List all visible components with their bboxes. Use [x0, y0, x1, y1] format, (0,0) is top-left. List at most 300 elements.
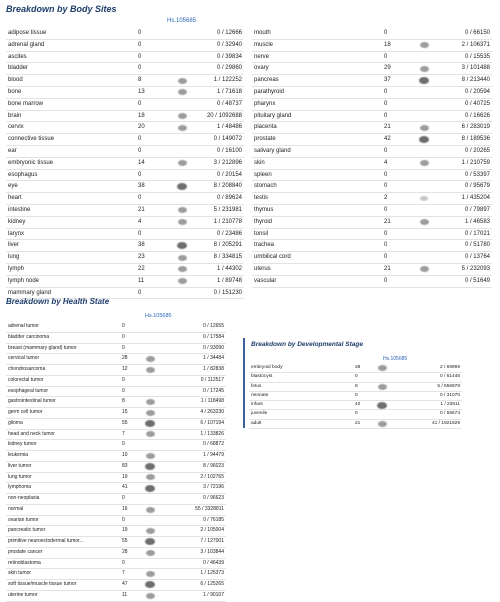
- row-tpm: 21: [355, 420, 361, 426]
- row-tpm: 0: [384, 112, 388, 119]
- row-count: 0 / 95679: [464, 183, 490, 190]
- table-row: [252, 193, 492, 205]
- row-tpm: 19: [122, 527, 128, 534]
- table-row: [252, 63, 492, 75]
- row-label: spleen: [254, 171, 272, 178]
- row-label: lymphoma: [8, 484, 32, 491]
- row-tpm: 0: [138, 147, 142, 154]
- dev-stage-accent-bar: [243, 338, 245, 428]
- row-count: 0 / 96623: [203, 495, 224, 501]
- row-count: 0 / 40725: [464, 100, 490, 107]
- row-count: 6 / 107194: [200, 419, 224, 426]
- table-row: [6, 111, 244, 123]
- row-tpm: 0: [384, 183, 388, 190]
- row-label: chondrosarcoma: [8, 366, 46, 372]
- table-row: [6, 333, 226, 344]
- row-count: 0 / 55674: [439, 411, 460, 417]
- row-tpm: 0: [384, 254, 388, 261]
- row-count: 1 / 210759: [461, 159, 490, 166]
- row-tpm: 0: [122, 516, 125, 523]
- row-tpm: 55: [122, 419, 128, 426]
- expression-dot: [177, 242, 187, 249]
- expression-dot: [178, 125, 187, 131]
- expression-dot: [378, 365, 387, 371]
- row-label: prostate cancer: [8, 548, 43, 555]
- row-count: 55 / 3328811: [195, 505, 224, 512]
- table-row: [6, 264, 244, 276]
- row-label: juvenile: [251, 411, 268, 417]
- row-label: lung: [8, 254, 20, 261]
- dev-stage-table: [249, 364, 462, 429]
- row-count: 0 / 112517: [200, 376, 224, 383]
- body-sites-gene-link[interactable]: Hs.105685: [167, 18, 197, 24]
- row-count: 8 / 96023: [203, 462, 224, 469]
- table-row: [249, 383, 462, 392]
- table-row: [252, 229, 492, 241]
- table-row: [6, 170, 244, 182]
- row-count: 0 / 149072: [213, 136, 242, 143]
- health-state-title: Breakdown by Health State: [6, 297, 110, 306]
- table-row: [6, 387, 226, 398]
- table-row: [252, 40, 492, 52]
- row-count: 1 / 44302: [216, 265, 242, 272]
- row-label: blood: [8, 77, 23, 84]
- row-label: embryoid body: [251, 365, 283, 370]
- row-tpm: 29: [384, 65, 391, 72]
- row-tpm: 16: [122, 505, 128, 512]
- row-label: esophageal tumor: [8, 387, 49, 394]
- row-tpm: 0: [138, 30, 142, 36]
- table-row: [252, 240, 492, 252]
- row-tpm: 0: [122, 441, 125, 448]
- row-count: 5 / 231981: [213, 206, 242, 213]
- table-row: [249, 420, 462, 429]
- row-label: head and neck tumor: [8, 430, 55, 437]
- row-count: 6 / 125265: [200, 581, 224, 587]
- expression-dot: [146, 550, 155, 556]
- expression-dot: [145, 463, 155, 470]
- row-label: adult: [251, 420, 262, 426]
- table-row: [252, 134, 492, 146]
- expression-dot: [420, 219, 429, 225]
- row-label: connective tissue: [8, 136, 55, 143]
- row-tpm: 8: [138, 77, 142, 84]
- expression-dot: [378, 421, 387, 427]
- table-row: [252, 122, 492, 134]
- row-label: liver: [8, 242, 20, 249]
- row-count: 2 / 105004: [200, 527, 224, 534]
- row-tpm: 10: [122, 452, 128, 458]
- row-label: soft tissue/muscle tissue tumor: [8, 581, 77, 587]
- row-tpm: 2: [384, 195, 388, 202]
- row-label: adipose tissue: [8, 30, 47, 36]
- row-label: umbilical cord: [254, 254, 291, 261]
- row-tpm: 0: [122, 323, 125, 329]
- expression-dot: [420, 66, 429, 72]
- row-label: fetus: [251, 383, 262, 389]
- row-count: 0 / 13764: [464, 254, 490, 261]
- row-tpm: 28: [122, 548, 128, 555]
- table-row: [252, 52, 492, 64]
- row-tpm: 0: [138, 136, 142, 143]
- table-row: [252, 170, 492, 182]
- row-label: ascites: [8, 53, 27, 60]
- table-row: [6, 40, 244, 52]
- row-tpm: 47: [122, 581, 128, 587]
- table-row: [6, 376, 226, 387]
- row-label: eye: [8, 183, 18, 190]
- table-row: [249, 392, 462, 401]
- row-label: cervical tumor: [8, 355, 40, 362]
- table-row: [6, 397, 226, 408]
- row-count: 0 / 51649: [464, 277, 490, 284]
- row-tpm: 0: [138, 65, 142, 72]
- row-label: muscle: [254, 41, 274, 48]
- row-count: 1 / 34484: [203, 355, 224, 362]
- health-state-gene-link[interactable]: Hs.105685: [145, 313, 172, 319]
- dev-stage-title: Breakdown by Developmental Stage: [251, 341, 363, 348]
- expression-dot: [146, 431, 155, 437]
- row-count: 0 / 68872: [203, 441, 224, 448]
- table-row: [6, 52, 244, 64]
- expression-dot: [145, 485, 155, 492]
- row-tpm: 0: [138, 171, 142, 178]
- expression-dot: [420, 266, 429, 272]
- table-row: [6, 548, 226, 559]
- row-tpm: 37: [384, 77, 391, 84]
- row-count: 1 / 210778: [213, 218, 242, 225]
- row-tpm: 23: [138, 254, 145, 261]
- table-row: [6, 580, 226, 591]
- row-tpm: 15: [122, 409, 128, 415]
- row-count: 0 / 29860: [216, 65, 242, 72]
- expression-dot: [420, 125, 429, 131]
- expression-dot: [178, 219, 187, 225]
- row-count: 0 / 17021: [464, 230, 490, 237]
- row-count: 1 / 90107: [203, 591, 224, 598]
- table-row: [6, 569, 226, 580]
- row-count: 8 / 208840: [213, 183, 242, 190]
- table-row: [252, 217, 492, 229]
- table-row: [252, 264, 492, 276]
- row-tpm: 0: [122, 333, 125, 340]
- expression-dot: [377, 402, 387, 409]
- row-count: 3 / 101488: [461, 65, 490, 72]
- expression-dot: [145, 420, 155, 427]
- table-row: [6, 483, 226, 494]
- row-tpm: 28: [122, 355, 128, 362]
- table-row: [6, 181, 244, 193]
- row-count: 0 / 93090: [203, 344, 224, 351]
- row-tpm: 11: [122, 591, 128, 598]
- table-row: [252, 276, 492, 288]
- table-row: [6, 158, 244, 170]
- table-row: [252, 181, 492, 193]
- row-label: lymph: [8, 265, 25, 272]
- body-sites-left-table: [6, 28, 244, 299]
- table-row: [6, 63, 244, 75]
- row-tpm: 0: [384, 147, 388, 154]
- table-row: [252, 75, 492, 87]
- table-row: [6, 591, 226, 602]
- row-count: 7 / 127001: [200, 538, 224, 544]
- row-count: 0 / 17245: [203, 387, 224, 394]
- table-row: [6, 408, 226, 419]
- row-label: pharynx: [254, 100, 276, 107]
- row-label: skin: [254, 159, 265, 166]
- row-tpm: 0: [122, 344, 125, 351]
- row-label: trachea: [254, 242, 275, 249]
- row-count: 0 / 16626: [464, 112, 490, 119]
- row-tpm: 18: [384, 41, 391, 48]
- row-label: leukemia: [8, 452, 29, 458]
- row-count: 6 / 283019: [461, 124, 490, 131]
- row-tpm: 22: [138, 265, 145, 272]
- row-label: retinoblastoma: [8, 559, 41, 566]
- row-label: blastocyst: [251, 374, 273, 380]
- expression-dot: [178, 89, 187, 95]
- row-count: 0 / 151230: [213, 289, 242, 296]
- row-count: 1 / 125373: [200, 570, 224, 577]
- table-row: [6, 419, 226, 430]
- row-count: 0 / 53397: [464, 171, 490, 178]
- table-row: [6, 87, 244, 99]
- table-row: [6, 193, 244, 205]
- row-label: infant: [251, 402, 263, 408]
- row-label: placenta: [254, 124, 277, 131]
- expression-dot: [146, 410, 155, 416]
- table-row: [6, 75, 244, 87]
- row-label: larynx: [8, 230, 25, 237]
- row-label: lung tumor: [8, 473, 32, 480]
- row-tpm: 0: [384, 206, 388, 213]
- expression-dot: [178, 207, 187, 213]
- table-row: [6, 146, 244, 158]
- expression-dot: [178, 113, 187, 119]
- table-row: [249, 364, 462, 373]
- row-tpm: 21: [384, 124, 391, 131]
- row-label: colorectal tumor: [8, 376, 44, 383]
- row-tpm: 0: [384, 30, 388, 36]
- row-label: kidney: [8, 218, 26, 225]
- row-tpm: 0: [384, 230, 388, 237]
- row-tpm: 0: [138, 100, 142, 107]
- table-row: [6, 365, 226, 376]
- row-label: brain: [8, 112, 22, 119]
- table-row: [249, 410, 462, 419]
- row-count: 8 / 205291: [213, 242, 242, 249]
- row-tpm: 13: [138, 88, 145, 95]
- row-tpm: 41: [122, 484, 128, 491]
- row-tpm: 55: [122, 538, 128, 544]
- table-row: [6, 430, 226, 441]
- row-tpm: 0: [138, 230, 142, 237]
- row-tpm: 0: [355, 374, 358, 380]
- table-row: [6, 276, 244, 288]
- row-label: normal: [8, 505, 24, 512]
- row-label: ovarian tumor: [8, 516, 39, 523]
- row-tpm: 8: [355, 383, 358, 389]
- row-tpm: 28: [355, 365, 361, 370]
- row-tpm: 0: [122, 559, 125, 566]
- row-label: heart: [8, 195, 22, 202]
- row-tpm: 0: [384, 53, 388, 60]
- row-count: 1 / 133826: [200, 430, 224, 437]
- row-label: uterine tumor: [8, 591, 38, 598]
- row-count: 8 / 189536: [461, 136, 490, 143]
- table-row: [6, 99, 244, 111]
- expression-dot: [177, 183, 187, 190]
- row-label: bladder: [8, 65, 29, 72]
- row-tpm: 14: [138, 159, 145, 166]
- row-label: bone marrow: [8, 100, 44, 107]
- row-count: 1 / 122252: [213, 77, 242, 84]
- expression-dot: [420, 196, 428, 201]
- table-row: [6, 559, 226, 570]
- expression-dot: [146, 571, 155, 577]
- row-label: thymus: [254, 206, 274, 213]
- table-row: [252, 28, 492, 40]
- table-row: [6, 252, 244, 264]
- table-row: [6, 354, 226, 365]
- row-label: embryonic tissue: [8, 159, 54, 166]
- row-label: bone: [8, 88, 22, 95]
- table-row: [252, 99, 492, 111]
- health-state-table: [6, 322, 226, 602]
- table-row: [6, 473, 226, 484]
- table-row: [6, 240, 244, 252]
- table-row: [6, 229, 244, 241]
- expression-dot: [420, 160, 429, 166]
- table-row: [6, 516, 226, 527]
- expression-dot: [419, 77, 429, 84]
- dev-stage-gene-link[interactable]: Hs.105685: [383, 356, 408, 362]
- row-label: pancreas: [254, 77, 279, 84]
- row-count: 1 / 94479: [203, 452, 224, 458]
- row-tpm: 11: [138, 277, 145, 284]
- row-count: 41 / 1921629: [431, 420, 460, 426]
- table-row: [6, 494, 226, 505]
- row-count: 0 / 51780: [464, 242, 490, 249]
- row-tpm: 42: [384, 136, 391, 143]
- row-label: ovary: [254, 65, 269, 72]
- row-tpm: 8: [122, 398, 125, 405]
- row-tpm: 0: [138, 41, 142, 48]
- row-tpm: 20: [138, 124, 145, 131]
- row-tpm: 0: [384, 88, 388, 95]
- row-label: pituitary gland: [254, 112, 292, 119]
- row-label: kidney tumor: [8, 441, 37, 448]
- row-tpm: 21: [384, 218, 391, 225]
- row-label: germ cell tumor: [8, 409, 43, 415]
- table-row: [252, 205, 492, 217]
- table-row: [249, 401, 462, 410]
- row-count: 0 / 48737: [216, 100, 242, 107]
- row-tpm: 0: [355, 392, 358, 398]
- table-row: [252, 252, 492, 264]
- row-count: 3 / 212896: [213, 159, 242, 166]
- row-count: 20 / 1092688: [206, 112, 242, 119]
- row-label: primitive neuroectodermal tumor...: [8, 538, 84, 544]
- row-label: adrenal gland: [8, 41, 45, 48]
- row-label: tonsil: [254, 230, 269, 237]
- row-tpm: 0: [384, 100, 388, 107]
- row-count: 8 / 213440: [461, 77, 490, 84]
- table-row: [6, 134, 244, 146]
- row-count: 1 / 46583: [464, 218, 490, 225]
- expression-dot: [178, 255, 187, 261]
- row-count: 0 / 12666: [216, 30, 242, 36]
- row-tpm: 21: [384, 265, 391, 272]
- table-row: [6, 440, 226, 451]
- row-label: lymph node: [8, 277, 40, 284]
- row-count: 2 / 69969: [439, 365, 460, 370]
- row-tpm: 0: [384, 277, 388, 284]
- table-row: [252, 146, 492, 158]
- expression-dot: [146, 528, 155, 534]
- row-count: 1 / 118498: [200, 398, 224, 405]
- expression-dot: [378, 384, 387, 390]
- row-label: esophagus: [8, 171, 38, 178]
- row-tpm: 0: [138, 53, 142, 60]
- table-row: [6, 526, 226, 537]
- row-tpm: 0: [138, 289, 142, 296]
- row-label: pancreatic tumor: [8, 527, 46, 534]
- expression-dot: [146, 593, 155, 599]
- row-count: 1 / 48486: [216, 124, 242, 131]
- expression-dot: [146, 367, 155, 373]
- row-count: 0 / 12655: [203, 323, 224, 329]
- expression-dot: [419, 136, 429, 143]
- row-label: neonate: [251, 392, 269, 398]
- row-count: 5 / 232093: [461, 265, 490, 272]
- row-tpm: 0: [122, 387, 125, 394]
- table-row: [6, 451, 226, 462]
- row-tpm: 0: [122, 495, 125, 501]
- table-row: [6, 28, 244, 40]
- row-label: liver tumor: [8, 462, 32, 469]
- row-count: 0 / 20265: [464, 147, 490, 154]
- row-tpm: 0: [122, 376, 125, 383]
- row-count: 1 / 23611: [440, 402, 460, 408]
- row-count: 2 / 106371: [461, 41, 490, 48]
- row-tpm: 7: [122, 430, 125, 437]
- row-count: 0 / 79897: [464, 206, 490, 213]
- row-tpm: 4: [384, 159, 388, 166]
- row-label: glioma: [8, 419, 23, 426]
- row-label: non-neoplasia: [8, 495, 40, 501]
- expression-dot: [178, 78, 187, 84]
- row-tpm: 42: [355, 402, 361, 408]
- row-tpm: 18: [138, 112, 145, 119]
- table-row: [249, 373, 462, 382]
- body-sites-right-table: [252, 28, 492, 288]
- row-tpm: 19: [122, 473, 128, 480]
- row-count: 1 / 435204: [461, 195, 490, 202]
- row-tpm: 38: [138, 242, 145, 249]
- row-label: thyroid: [254, 218, 273, 225]
- row-count: 0 / 23486: [216, 230, 242, 237]
- expression-dot: [146, 356, 155, 362]
- row-count: 0 / 20594: [464, 88, 490, 95]
- row-count: 0 / 76185: [203, 516, 224, 523]
- expression-dot: [146, 507, 155, 513]
- row-label: breast (mammary gland) tumor: [8, 344, 77, 351]
- row-tpm: 21: [138, 206, 145, 213]
- row-count: 5 / 556978: [437, 383, 460, 389]
- table-row: [6, 217, 244, 229]
- row-tpm: 0: [355, 411, 358, 417]
